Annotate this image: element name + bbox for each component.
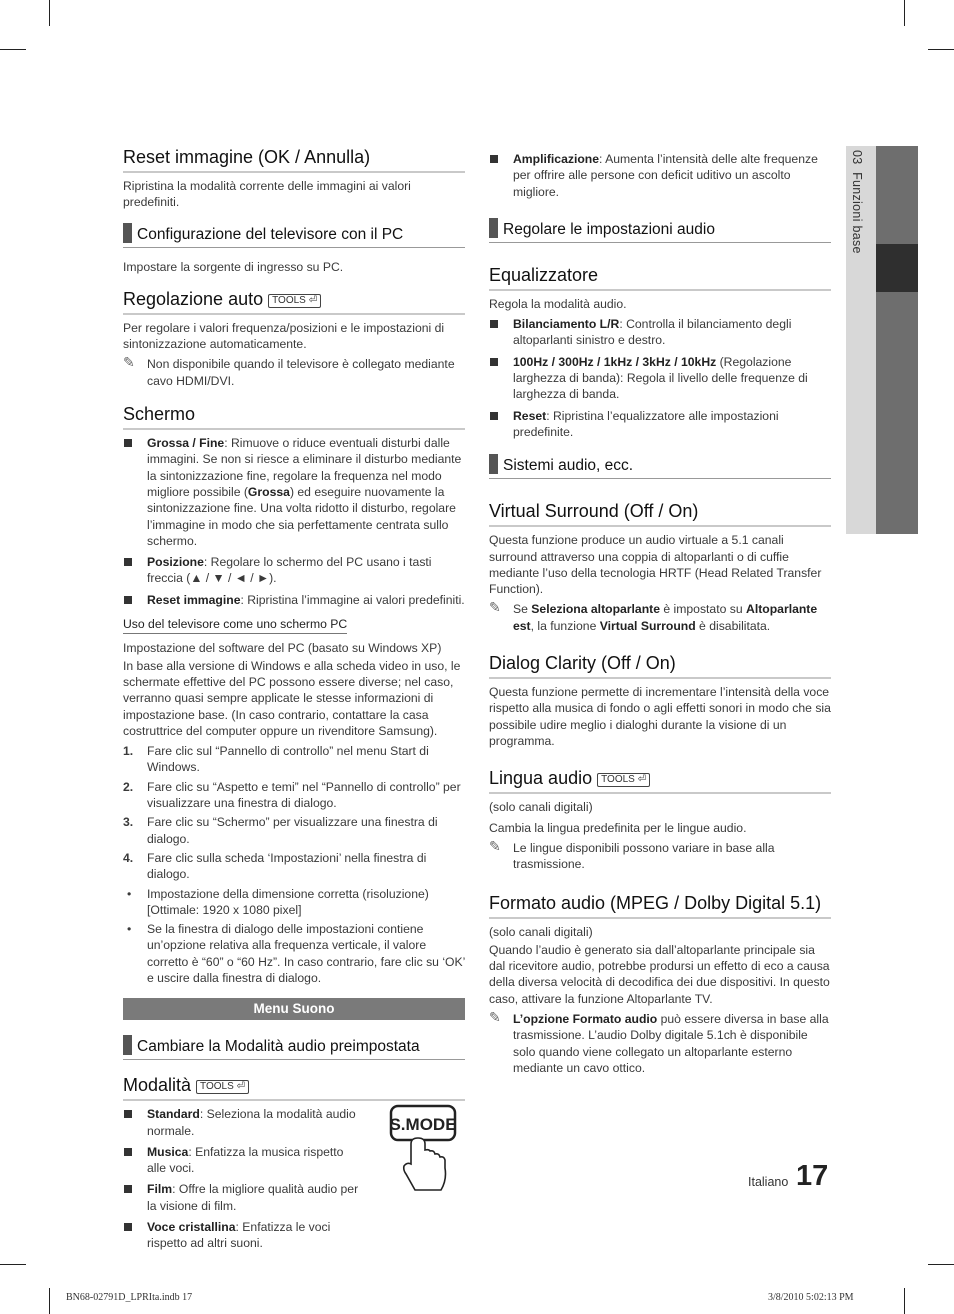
term: Grossa / Fine (147, 436, 225, 451)
text: Se (513, 602, 532, 617)
tools-label: TOOLS (601, 774, 635, 786)
auto-note-text: Non disponibile quando il televisore è collegato mediante cavo HDMI/DVI. (147, 357, 455, 388)
chapter-number: 03 (850, 150, 864, 165)
print-date-info: 3/8/2010 5:02:13 PM (768, 1292, 854, 1303)
formato-p2: Quando l’audio è generato sia dall’altoparlante principale sia dal ricevitore audio, potrebbe prodursi un effetto di eco a causa della diversa velocità di decodifica dei due dispositivi. In questo caso, attivare la funzione Altoparlante TV. (489, 942, 830, 1006)
step-text: Fare clic su “Schermo” per visualizzare una finestra di dialogo. (147, 815, 438, 846)
text: : Ripristina l’equalizzatore alle impostazioni predefinite. (513, 408, 779, 439)
text: , la funzione (530, 618, 600, 633)
lingua-p1: (solo canali digitali) (489, 800, 593, 815)
text: : Controlla il bilanciamento degli altoparlanti sinistro e destro. (513, 317, 792, 348)
text: : Rimuove o riduce eventuali disturbi dalle immagini. Se non si riesce a eliminare il disturbo mediante la sintonizzazione fine, regolare la frequenza nel modo migliore possibile ( (147, 436, 462, 499)
heading-formato-audio: Formato audio (MPEG / Dolby Digital 5.1) (489, 892, 831, 919)
step-3 (123, 814, 465, 847)
print-file-info: BN68-02791D_LPRIta.indb 17 (66, 1292, 193, 1303)
step-text: Fare clic sul “Pannello di controllo” nel menu Start di Windows. (147, 744, 429, 775)
heading-virtual-surround: Virtual Surround (Off / On) (489, 500, 831, 527)
tools-icon: TOOLS ⏎ (597, 773, 650, 787)
term: Posizione (147, 555, 204, 570)
text: : Seleziona la modalità audio normale. (147, 1107, 356, 1138)
step-number: 3. (123, 815, 134, 830)
menu-suono-bar: Menu Suono (123, 998, 465, 1020)
text: (Regolazione larghezza di banda): Regola il livello delle frequenze di larghezza di banda. (513, 354, 808, 402)
crop-mark (904, 1288, 905, 1314)
auto-desc: Per regolare i valori frequenza/posizioni e le impostazioni di sintonizzazione automaticamente. (123, 320, 445, 352)
heading-reset-immagine: Reset immagine (OK / Annulla) (123, 146, 465, 173)
heading-equalizzatore: Equalizzatore (489, 264, 831, 291)
subheading-audio-mode: Cambiare la Modalità audio preimpostata (123, 1036, 465, 1060)
lingua-p2: Cambia la lingua predefinita per le lingue audio. (489, 820, 747, 835)
term: Virtual Surround (599, 618, 696, 633)
modalita-title: Modalità (123, 1075, 192, 1096)
term: Standard (147, 1107, 200, 1122)
vs-note (489, 601, 831, 634)
chapter-tab-marker (876, 244, 918, 292)
note-pencil-icon: ✎ (123, 354, 135, 371)
subheading-pc-config: Configurazione del televisore con il PC (123, 224, 465, 248)
auto-note (123, 356, 465, 389)
tools-label: TOOLS (272, 294, 306, 306)
subheading-audio-settings: Regolare le impostazioni audio (489, 219, 831, 243)
page-number: 17 (796, 1160, 829, 1192)
text: ) ed eseguire nuovamente la sintonizzazione fine. Una volta ridotto il disturbo, regolare l’immagine in modo che sia perfettamente centrata sullo schermo. (147, 484, 456, 548)
note-pencil-icon: ✎ (489, 1008, 501, 1025)
schermo-bullet-posizione (123, 554, 465, 587)
term: Grossa (247, 484, 290, 499)
dot-item-frequency: • Se la finestra di dialogo delle impostazioni contiene un’opzione relativa alla frequenza verticale, il valore corretto è “60” o “60 Hz”. In caso contrario, fare clic su ‘OK’ e uscire dalla finestra di dialogo. (123, 921, 465, 986)
vs-desc: Questa funzione produce un audio virtuale a 5.1 canali surround attraverso una coppia di altoparlanti o di cuffie mediante l’uso della tecnologia HRTF (Head Related Transfer Function). (489, 533, 822, 597)
smode-button-hand-illustration (389, 1104, 461, 1196)
lingua-note-text: Le lingue disponibili possono variare in base alla trasmissione. (513, 840, 775, 872)
eq-bullet-bilanciamento (489, 316, 831, 349)
heading-schermo: Schermo (123, 403, 465, 430)
eq-bullet-reset (489, 408, 831, 441)
crop-mark (904, 0, 905, 26)
crop-mark (928, 49, 954, 50)
schermo-bullet-grossa (123, 435, 465, 549)
modalita-bullet-standard (123, 1106, 359, 1139)
footer-language: Italiano (748, 1175, 789, 1189)
heading-modalita (123, 1074, 465, 1101)
heading-dialog-clarity: Dialog Clarity (Off / On) (489, 652, 831, 679)
text: : Enfatizza le voci rispetto ad altri suoni. (147, 1220, 331, 1251)
dc-desc: Questa funzione permette di incrementare l’intensità della voce rispetto alla musica di fondo o agli effetti sonori in modo che sia possibile udire meglio i dialoghi durante la visione di un programma. (489, 685, 831, 748)
auto-title: Regolazione auto (123, 288, 264, 309)
smode-label: S.MODE (389, 1115, 457, 1135)
term: Voce cristallina (147, 1220, 236, 1235)
lingua-title: Lingua audio (489, 768, 593, 789)
uso-pc-heading: Uso del televisore come uno schermo PC (123, 616, 347, 634)
term: L’opzione Formato audio (513, 1011, 658, 1026)
text: è disabilitata. (695, 618, 771, 633)
dot-item-resolution: • Impostazione della dimensione corretta (risoluzione) [Ottimale: 1920 x 1080 pixel] (123, 886, 465, 919)
text: : Offre la migliore qualità audio per la visione di film. (147, 1182, 359, 1213)
term: 100Hz / 300Hz / 1kHz / 3kHz / 10kHz (513, 354, 717, 369)
modalita-bullet-musica (123, 1144, 359, 1177)
eq-bullet-frequenze (489, 354, 831, 403)
uso-p1: Impostazione del software del PC (basato su Windows XP) (123, 641, 442, 656)
crop-mark (928, 1264, 954, 1265)
heading-lingua-audio (489, 767, 831, 794)
note-pencil-icon: ✎ (489, 599, 501, 616)
tools-icon: TOOLS ⏎ (196, 1080, 249, 1094)
text: può essere diversa in base alla trasmissione. L’audio Dolby digitale 5.1ch è disponibile solo quando viene collegato un altoparlante esterno mediante un cavo ottico. (513, 1011, 829, 1075)
chapter-label (850, 150, 864, 254)
left-column (123, 146, 465, 1257)
term: Amplificazione (513, 152, 600, 166)
term: Altoparlante est (513, 602, 818, 633)
formato-note (489, 1008, 831, 1076)
schermo-bullet-reset (123, 592, 465, 608)
reset-desc: Ripristina la modalità corrente delle immagini ai valori predefiniti. (123, 179, 411, 210)
tools-label: TOOLS (200, 1081, 234, 1093)
modalita-bullet-film (123, 1181, 359, 1214)
chapter-title: Funzioni base (850, 172, 864, 254)
lingua-note (489, 837, 831, 873)
subheading-sistemi-audio: Sistemi audio, ecc. (489, 455, 831, 479)
term: Bilanciamento L/R (513, 317, 620, 332)
step-number: 4. (123, 850, 134, 865)
right-column (489, 151, 831, 1084)
step-number: 2. (123, 779, 134, 794)
text: è impostato su (659, 602, 747, 617)
chapter-tab-strip (876, 146, 918, 534)
term: Reset immagine (147, 592, 241, 607)
text: : Ripristina l’immagine ai valori predefiniti. (240, 592, 465, 607)
term: Film (147, 1182, 173, 1197)
crop-mark (49, 1288, 50, 1314)
pc-desc: Impostare la sorgente di ingresso su PC. (123, 259, 344, 274)
step-2 (123, 779, 465, 812)
note-pencil-icon: ✎ (489, 837, 501, 854)
modalita-bullet-voce (123, 1219, 359, 1252)
step-text: Fare clic su “Aspetto e temi” nel “Pannello di controllo” per visualizzare una finestra di dialogo. (147, 779, 461, 811)
step-1 (123, 743, 465, 776)
text: : Regolare lo schermo del PC usano i tasti freccia (▲ / ▼ / ◄ / ►). (147, 555, 432, 586)
uso-p2: In base alla versione di Windows e alla scheda video in uso, le schermate effettive del PC possono essere diverse; nel caso, verranno quasi sempre applicate le stesse informazioni di impostazione base. (In caso contrario, contattare la casa costruttrice del computer oppure un rivenditore Samsung). (123, 658, 461, 738)
term: Seleziona altoparlante (531, 602, 660, 617)
eq-desc: Regola la modalità audio. (489, 296, 627, 311)
tools-icon: TOOLS ⏎ (268, 294, 321, 308)
term: Musica (147, 1144, 189, 1159)
term: Reset (513, 408, 547, 423)
crop-mark (0, 1264, 26, 1265)
crop-mark (0, 49, 26, 50)
step-4 (123, 850, 465, 883)
text: : Aumenta l’intensità delle alte frequenze per offrire alle persone con deficit uditivo un ascolto migliore. (513, 152, 818, 199)
step-number: 1. (123, 744, 134, 759)
crop-mark (49, 0, 50, 26)
heading-regolazione-auto (123, 288, 465, 315)
amplificazione-bullet (489, 151, 831, 200)
text: : Enfatizza la musica rispetto alle voci. (147, 1144, 344, 1176)
step-text: Fare clic sulla scheda ‘Impostazioni’ nella finestra di dialogo. (147, 850, 427, 882)
formato-p1: (solo canali digitali) (489, 925, 593, 940)
